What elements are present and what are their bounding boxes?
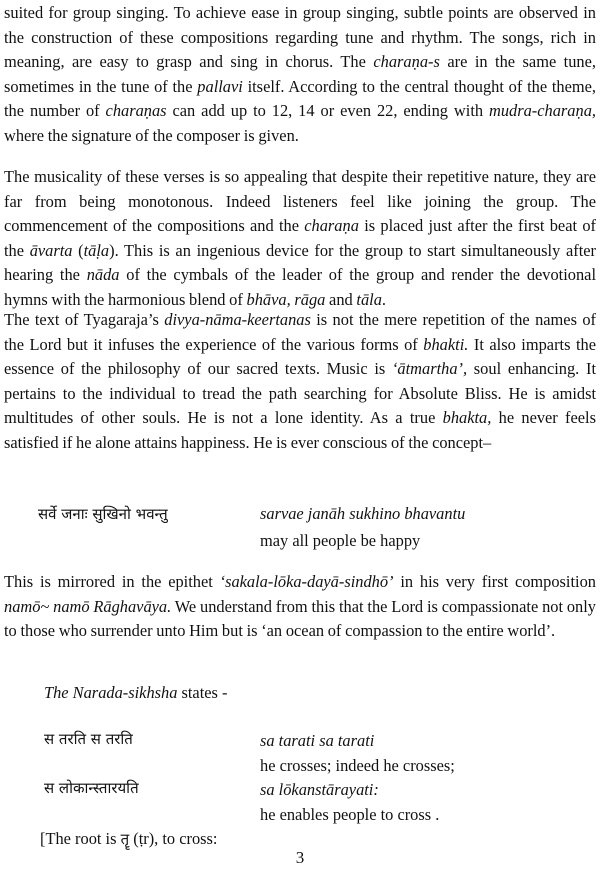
italic-term: nāda [86, 265, 120, 284]
text-run: It also imparts the essence of the philosophy of our sacred texts. Music is [4, 334, 596, 378]
paragraph-musicality [4, 165, 596, 312]
italic-term: pallavi [197, 76, 243, 96]
text-run: . [381, 289, 387, 309]
text-run: is placed just after the first beat of the [4, 216, 596, 260]
italic-term: ‘sakala-lōka-dayā-sindhō’ [219, 572, 394, 591]
text-run: We understand from this that the Lord is compassionate not only to those who surrender unto Him but is ‘an ocean of compassion to the entire world’. [4, 596, 596, 640]
text-run: suited for group singing. To achieve ease in group singing, subtle points are observed in the construction of these compositions regarding tune and rhythm. The songs, rich in meaning, are easy to grasp and sing in chorus. The [4, 3, 596, 71]
italic-term: charaṇa [304, 216, 359, 235]
paragraph-group-singing [4, 1, 596, 148]
verse-translation: may all people be happy [260, 531, 421, 550]
verse-transliteration: sa lōkanstārayati: [260, 780, 379, 799]
italic-term: tāḷa [83, 240, 110, 260]
verse-transliteration: sarvae janāh sukhino bhavantu [260, 504, 466, 523]
italic-term: mudra-charaṇa, [489, 101, 596, 120]
text-run: This is mirrored in the epithet [4, 572, 220, 591]
italic-term: tāla [356, 289, 382, 309]
italic-term: The Narada-sikhsha [44, 683, 178, 702]
text-run: in his very first composition [393, 572, 596, 591]
text-run: ( [72, 240, 84, 260]
verse-translation: he crosses; indeed he crosses; [260, 756, 455, 775]
italic-term: bhakti. [423, 334, 469, 354]
text-run: itself. According to the central thought of the theme, the number of [4, 76, 596, 120]
text-run: he never feels satisfied if he alone attains happiness. He is ever conscious of the concept– [4, 408, 596, 452]
text-run: soul enhancing. It pertains to the individual to tread the path searching for Absolute Bliss. He is amidst multitudes of other souls. He is not a lone identity. As a true [4, 359, 596, 427]
paragraph-epithet [4, 570, 596, 644]
italic-term: ‘ātmartha’, [391, 359, 468, 378]
verse-devanagari: स लोकान्स्तारयति [44, 779, 139, 797]
italic-term: bhāva, rāga [246, 289, 326, 309]
italic-term: āvarta [29, 240, 73, 260]
devanagari-root: तॄ [120, 830, 130, 848]
text-run: The musicality of these verses is so appealing that despite their repetitive nature, they are far from being monotonous. Indeed listeners feel like joining the group. The commencement of the compositions and the [4, 167, 596, 235]
italic-term: divya-nāma-keertanas [164, 310, 311, 329]
italic-term: namō~ namō Rāghavāya. [4, 596, 172, 616]
verse-devanagari: सर्वे जनाः सुखिनो भवन्तु [38, 505, 168, 523]
text-run: ). This is an ingenious device for the group to start simultaneously after hearing the [4, 240, 596, 284]
italic-term: bhakta, [442, 408, 492, 427]
text-run: (ṭr), to cross: [129, 829, 218, 848]
verse-transliteration: sa tarati sa tarati [260, 731, 375, 750]
narada-intro [44, 682, 227, 704]
root-note [40, 828, 217, 850]
page-number: 3 [295, 848, 305, 867]
verse-devanagari: स तरति स तरति [44, 730, 133, 748]
verse-translation: he enables people to cross . [260, 805, 440, 824]
text-run: can add up to 12, 14 or even 22, ending with [166, 101, 489, 120]
italic-term: charaṇas [105, 101, 167, 120]
text-run: are in the same tune, sometimes in the tune of the [4, 52, 597, 96]
text-run: The text of Tyagaraja’s [4, 310, 165, 329]
italic-term: charaṇa-s [373, 52, 440, 71]
text-run: is not the mere repetition of the names of the Lord but it infuses the experience of the various forms of [4, 310, 597, 354]
text-run: states - [177, 683, 228, 702]
text-run: [The root is [40, 829, 121, 848]
paragraph-tyagaraja-text [4, 308, 596, 455]
text-run: and [325, 289, 357, 309]
text-run: where the signature of the composer is given. [4, 125, 299, 145]
text-run: of the cymbals of the leader of the group and render the devotional hymns with the harmonious blend of [4, 265, 597, 309]
